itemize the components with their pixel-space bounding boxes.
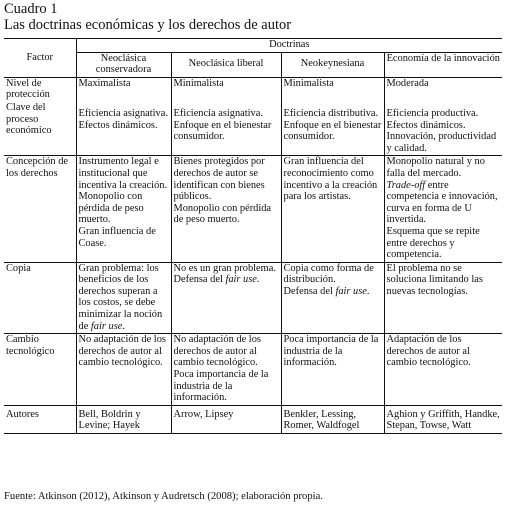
row-label-concepcion: Concepción de los derechos [4, 156, 76, 262]
cell-text: Monopolio con pérdida de peso muerto. [78, 191, 144, 226]
cell-text-rest: entre competencia e innovación, curva en forma de U invertida. [386, 179, 498, 226]
table-row [4, 77, 502, 102]
header-factor [4, 39, 76, 78]
cell-text: Monopolio con pérdida de peso muerto. [173, 202, 272, 226]
cell-text-pre: Defensa del [283, 285, 336, 297]
cell-cambio-c4: Adaptación de los derechos de autor al cambio tecnológico. [384, 334, 502, 406]
header-factor-label: Factor [26, 51, 54, 63]
cell-text [79, 263, 169, 333]
cell-text: Gran influencia del reconocimiento como incentivo a la creación para los artistas. [283, 156, 378, 203]
cell-text: Bienes protegidos por derechos de autor se identifican con bienes públicos. [173, 156, 265, 203]
italic-term: fair use [90, 320, 123, 332]
cell-cambio-c3: Poca importancia de la industria de la información. [281, 334, 384, 406]
cell-text [174, 274, 279, 286]
italic-term: fair use [335, 285, 367, 297]
cell-clave-c1 [76, 102, 171, 156]
header-doctrinas-label: Doctrinas [269, 39, 310, 50]
cell-text: Efectos dinámicos. [386, 119, 466, 131]
cell-concepcion-c4 [384, 156, 502, 262]
cell-copia-c3 [281, 262, 384, 334]
cell-concepcion-c2 [171, 156, 281, 262]
cell-text-main: Gran problema: los beneficios de los derechos superan a los costos, se debe minimizar la noción de [78, 262, 163, 332]
cell-autores-c4: Aghion y Griffith, Handke, Stepan, Towse, Watt [384, 405, 502, 433]
cell-text [284, 286, 382, 298]
cell-cambio-c2 [171, 334, 281, 406]
cell-text: Esquema que se repite entre derechos y competencia. [386, 225, 480, 261]
table-caption: Las doctrinas económicas y los derechos de autor [4, 17, 292, 33]
row-label-cambio: Cambio tecnológico [4, 334, 76, 406]
cell-autores-c2: Arrow, Lipsey [171, 405, 281, 433]
cell-copia-c4 [384, 262, 502, 334]
cell-text: Enfoque en el bienestar consumidor. [173, 119, 272, 143]
row-label-copia: Copia [4, 262, 76, 334]
row-label-autores: Autores [4, 405, 76, 433]
cell-text-end: . [256, 274, 260, 286]
table-title [4, 1, 291, 33]
cell-copia-c2 [171, 262, 281, 334]
cell-text: No adaptación de los derechos de autor al cambio tecnológico. [173, 334, 261, 369]
table-row [4, 156, 502, 262]
header-col-neoclasica-conservadora: Neoclásica conservadora [76, 52, 171, 77]
header-col-economia-innovacion: Economía de la innovación [384, 52, 502, 77]
cell-text: Eficiencia distributiva. [283, 107, 379, 119]
cell-text: Eficiencia asignativa. [78, 107, 168, 119]
source-note: Fuente: Atkinson (2012), Atkinson y Audretsch (2008); elaboración propia. [4, 491, 323, 502]
table-row [4, 262, 502, 334]
cell-concepcion-c3 [281, 156, 384, 262]
cell-clave-c2 [171, 102, 281, 156]
cell-text-end: . [366, 285, 370, 297]
cell-copia-c1 [76, 262, 171, 334]
cell-text: Poca importancia de la industria de la información. [173, 369, 269, 404]
cell-text [387, 180, 501, 226]
cell-text: Monopolio natural y no falla del mercado. [386, 156, 485, 179]
row-label-nivel: Nivel de protección [6, 77, 50, 101]
italic-term: Trade-off [386, 179, 426, 191]
cell-text: Instrumento legal e institucional que incentiva la creación. [78, 156, 168, 191]
cell-text: Enfoque en el bienestar consumidor. [283, 119, 382, 143]
header-doctrinas [76, 39, 502, 53]
cell-concepcion-c1 [76, 156, 171, 262]
italic-term: fair use [225, 274, 257, 286]
cell-autores-c1: Bell, Boldrin y Levine; Hayek [76, 405, 171, 433]
table-number: Cuadro 1 [4, 1, 58, 17]
cell-clave-c4 [384, 102, 502, 156]
table-row [4, 334, 502, 406]
cell-nivel-c3: Minimalista [281, 77, 384, 102]
table-row [4, 405, 502, 433]
cell-text: Efectos dinámicos. [78, 119, 158, 131]
cell-nivel-c4: Moderada [384, 77, 502, 102]
cell-text: Eficiencia asignativa. [173, 107, 263, 119]
doctrines-table [4, 38, 502, 434]
cell-text-end: . [122, 320, 125, 332]
cell-nivel-c1: Maximalista [76, 77, 171, 102]
row-label-clave: Clave del proceso económico [6, 101, 52, 137]
cell-cambio-c1: No adaptación de los derechos de autor al cambio tecnológico. [76, 334, 171, 406]
cell-text-pre: Defensa del [173, 274, 226, 286]
cell-text: Eficiencia productiva. [386, 107, 479, 119]
cell-text: Copia como forma de distribución. [283, 262, 374, 286]
cell-clave-c3 [281, 102, 384, 156]
cell-text: Gran influencia de Coase. [78, 225, 156, 249]
cell-text: El problema no se soluciona limitando las nuevas tecnologías. [386, 262, 483, 297]
table-row [4, 102, 502, 156]
cell-nivel-c2: Minimalista [171, 77, 281, 102]
header-col-neoclasica-liberal: Neoclásica liberal [171, 52, 281, 77]
cell-text: Innovación, productividad y calidad. [386, 131, 497, 154]
cell-text: No es un gran problema. [173, 262, 276, 274]
header-col-neokeynesiana: Neokeynesiana [281, 52, 384, 77]
cell-autores-c3: Benkler, Lessing, Romer, Waldfogel [281, 405, 384, 433]
